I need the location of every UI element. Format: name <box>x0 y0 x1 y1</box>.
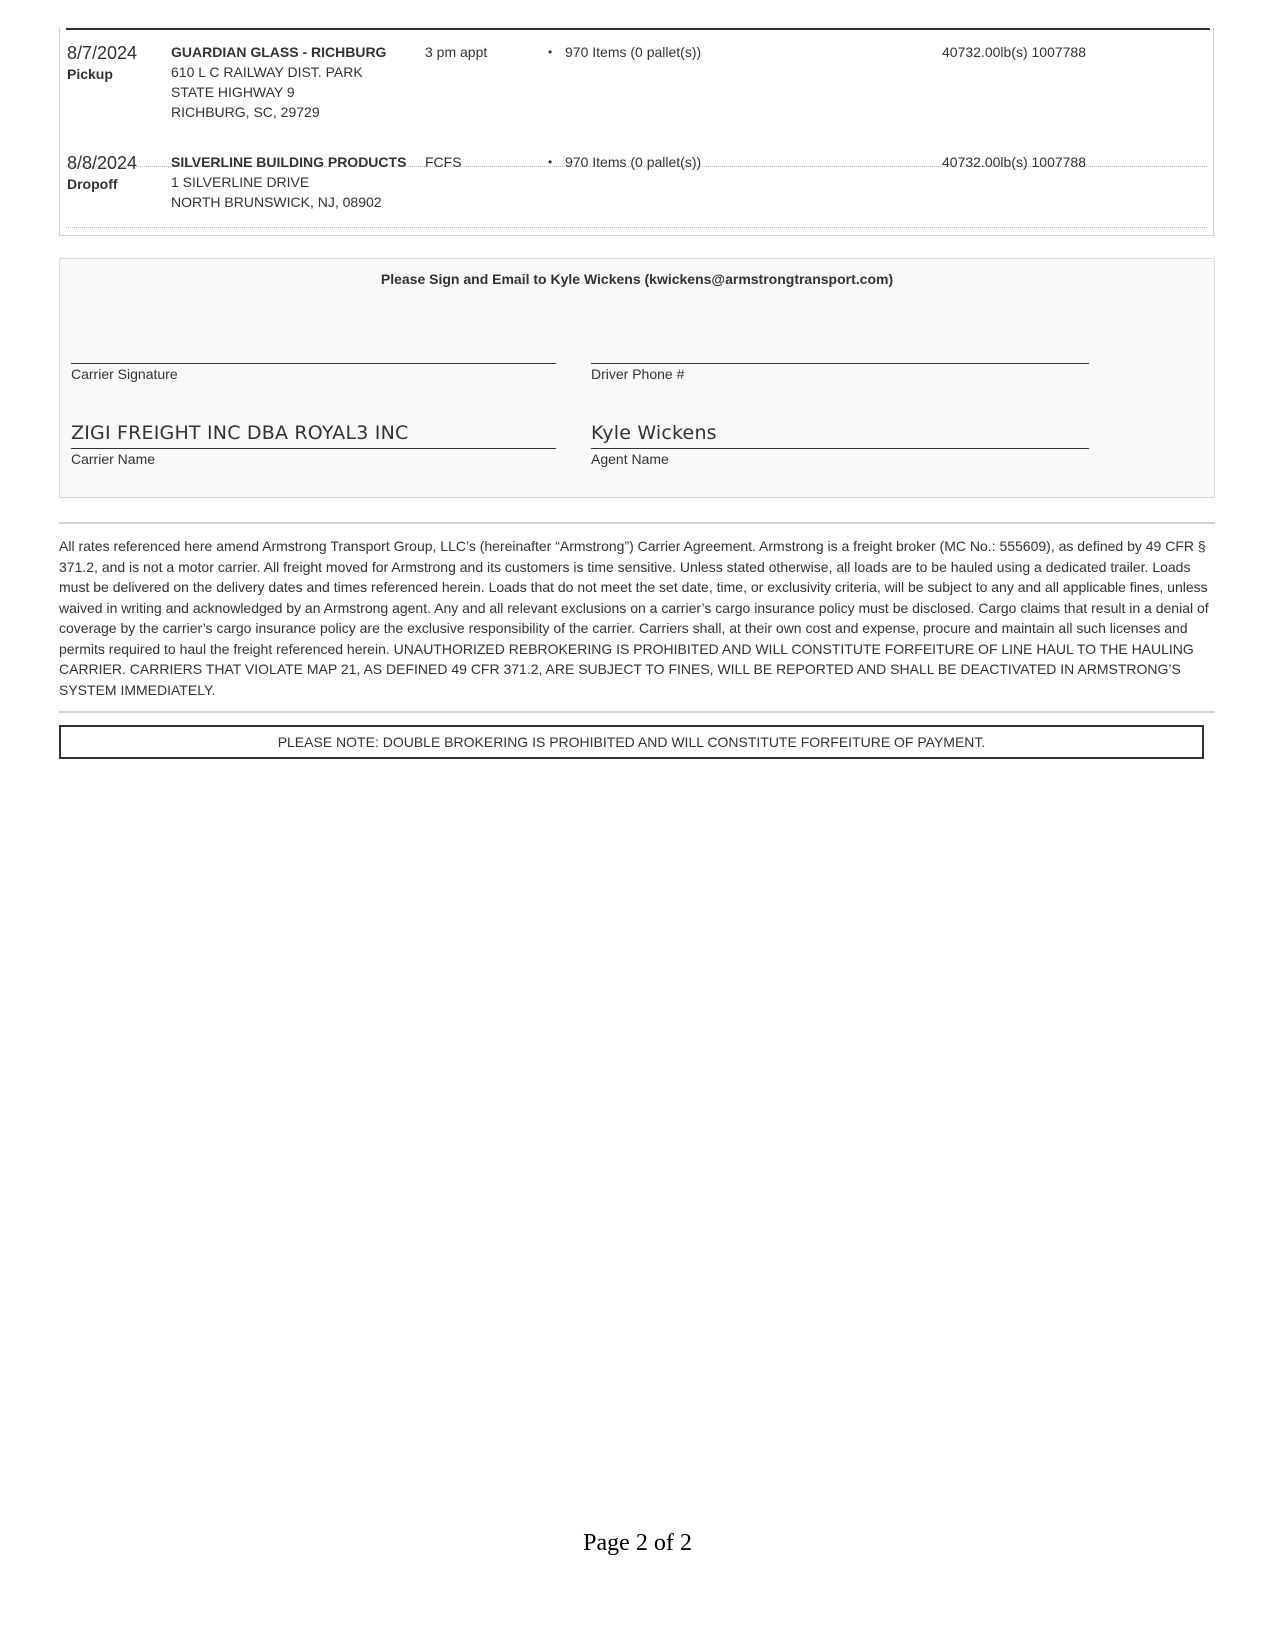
stop-address-line: 610 L C RAILWAY DIST. PARK <box>171 64 363 80</box>
terms-top-rule <box>59 522 1215 524</box>
stops-table <box>59 28 1214 236</box>
agent-name-value: Kyle Wickens <box>591 422 717 444</box>
stop-appointment: FCFS <box>425 154 462 170</box>
terms-paragraph: All rates referenced here amend Armstrong Transport Group, LLC’s (hereinafter “Armstrong”) Carrier Agreement. Armstrong is a freight broker (MC No.: 555609), as defined by 49 CFR § 371.2, and is not a motor carrier. All freight moved for Armstrong and its customers is time sensitive. Unless stated otherwise, all loads are to be hauled using a dedicated trailer. Loads must be delivered on the delivery dates and times referenced herein. Loads that do not meet the set date, time, or exclusivity criteria, will be subject to any and all applicable fines, unless waived in writing and acknowledged by an Armstrong agent. Any and all relevant exclusions on a carrier’s cargo insurance policy must be disclosed. Cargo claims that result in a denial of coverage by the carrier’s cargo insurance policy are the exclusive responsibility of the carrier. Carriers shall, at their own cost and expense, procure and maintain all such licenses and permits required to haul the freight referenced herein. UNAUTHORIZED REBROKERING IS PROHIBITED AND WILL CONSTITUTE FORFEITURE OF LINE HAUL TO THE HAULING CARRIER. CARRIERS THAT VIOLATE MAP 21, AS DEFINED 49 CFR 371.2, ARE SUBJECT TO FINES, WILL BE REPORTED AND SHALL BE DEACTIVATED IN ARMSTRONG’S SYSTEM IMMEDIATELY. <box>59 538 1209 698</box>
stop-company: SILVERLINE BUILDING PRODUCTS <box>171 154 407 170</box>
stop-row-dropoff <box>60 152 1213 237</box>
stop-weight-ref: 40732.00lb(s) 1007788 <box>942 154 1087 170</box>
carrier-signature-label: Carrier Signature <box>71 366 178 382</box>
stop-date: 8/8/2024 <box>67 153 138 173</box>
stop-appointment: 3 pm appt <box>425 44 488 60</box>
stop-item: • 970 Items (0 pallet(s)) <box>565 152 701 172</box>
stop-item: • 970 Items (0 pallet(s)) <box>565 42 701 62</box>
stop-date: 8/7/2024 <box>67 43 138 63</box>
agent-name-field[interactable] <box>591 448 1089 449</box>
terms-bottom-rule <box>59 711 1215 713</box>
stop-row-pickup <box>60 42 1213 167</box>
stop-address-line: STATE HIGHWAY 9 <box>171 84 295 100</box>
carrier-name-field[interactable] <box>71 448 556 449</box>
carrier-name-label: Carrier Name <box>71 451 156 467</box>
stop-address-line: RICHBURG, SC, 29729 <box>171 104 320 120</box>
page-number: Page 2 of 2 <box>583 1530 692 1556</box>
stop-company: GUARDIAN GLASS - RICHBURG <box>171 44 387 60</box>
signature-instructions: Please Sign and Email to Kyle Wickens (kwickens@armstrongtransport.com) <box>380 271 894 287</box>
driver-phone-label: Driver Phone # <box>591 366 685 382</box>
stop-address-line: 1 SILVERLINE DRIVE <box>171 174 310 190</box>
agent-name-label: Agent Name <box>591 451 669 467</box>
driver-phone-field[interactable] <box>591 363 1089 364</box>
row-divider <box>66 227 1207 228</box>
carrier-name-value: ZIGI FREIGHT INC DBA ROYAL3 INC <box>71 422 409 444</box>
stop-address-line: NORTH BRUNSWICK, NJ, 08902 <box>171 194 382 210</box>
carrier-signature-field[interactable] <box>71 363 556 364</box>
stop-type: Dropoff <box>67 176 118 192</box>
stop-type: Pickup <box>67 66 113 82</box>
double-brokering-notice: PLEASE NOTE: DOUBLE BROKERING IS PROHIBITED AND WILL CONSTITUTE FORFEITURE OF PAYMENT. <box>59 725 1204 759</box>
stop-weight-ref: 40732.00lb(s) 1007788 <box>942 44 1087 60</box>
signature-panel <box>59 258 1215 498</box>
table-top-border <box>66 28 1210 30</box>
